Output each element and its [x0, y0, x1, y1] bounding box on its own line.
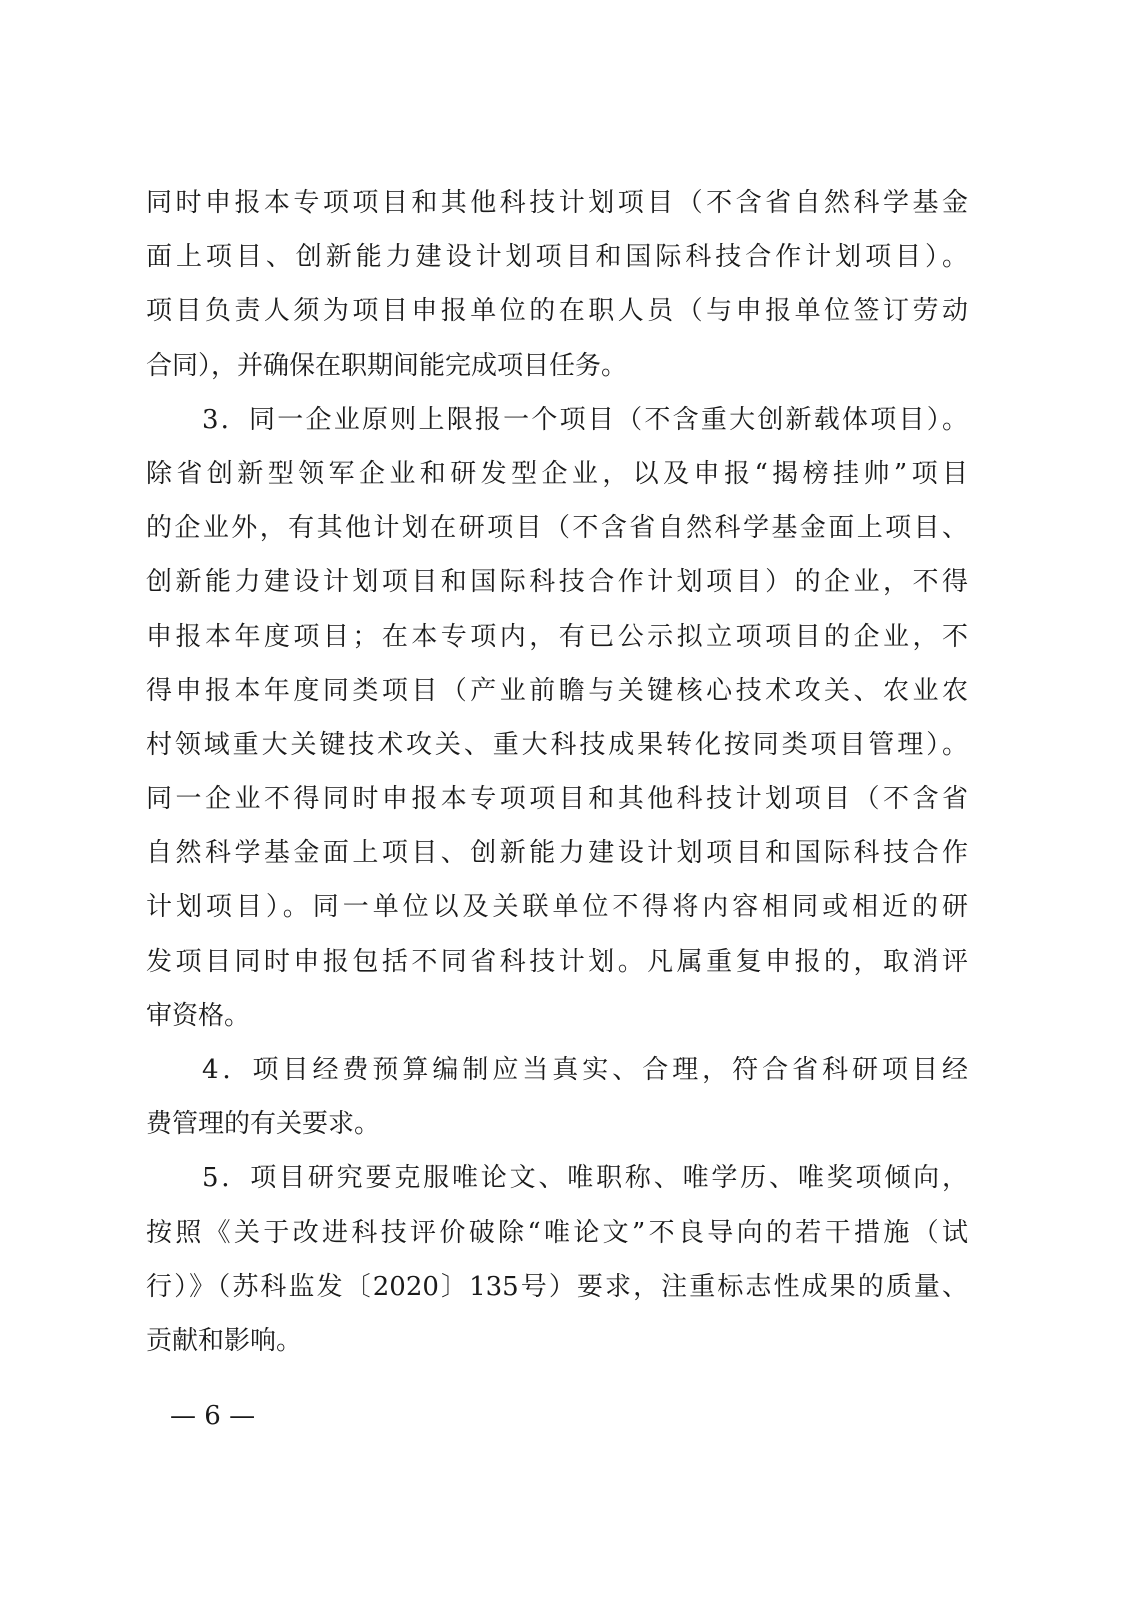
text-line: 面上项目、创新能力建设计划项目和国际科技合作计划项目）。: [146, 242, 968, 273]
text-line: 按照《关于改进科技评价破除“唯论文”不良导向的若干措施（试: [146, 1217, 968, 1248]
document-body: [146, 176, 968, 1368]
text-line: 同时申报本专项项目和其他科技计划项目（不含省自然科学基金: [146, 188, 968, 218]
text-line: 的企业外，有其他计划在研项目（不含省自然科学基金面上项目、: [146, 513, 968, 544]
text-line: 得申报本年度同类项目（产业前瞻与关键核心技术攻关、农业农: [146, 675, 968, 706]
page-number: — 6 —: [170, 1401, 256, 1431]
text-line: 自然科学基金面上项目、创新能力建设计划项目和国际科技合作: [146, 838, 968, 869]
text-line: 村领域重大关键技术攻关、重大科技成果转化按同类项目管理）。: [146, 729, 968, 760]
text-line: 申报本年度项目；在本专项内，有已公示拟立项项目的企业，不: [146, 621, 968, 652]
text-line: 4．项目经费预算编制应当真实、合理，符合省科研项目经: [202, 1055, 968, 1085]
text-line: 同一企业不得同时申报本专项项目和其他科技计划项目（不含省: [146, 784, 968, 815]
text-line: 行）》（苏科监发〔2020〕135号）要求，注重标志性成果的质量、: [146, 1271, 968, 1302]
text-line: 费管理的有关要求。: [146, 1109, 381, 1140]
text-line: 3．同一企业原则上限报一个项目（不含重大创新载体项目）。: [202, 404, 968, 435]
text-line: 除省创新型领军企业和研发型企业，以及申报“揭榜挂帅”项目: [146, 458, 968, 489]
text-line: 5．项目研究要克服唯论文、唯职称、唯学历、唯奖项倾向，: [202, 1163, 968, 1194]
text-line: 发项目同时申报包括不同省科技计划。凡属重复申报的，取消评: [146, 946, 968, 977]
text-line: 贡献和影响。: [146, 1325, 303, 1356]
text-line: 创新能力建设计划项目和国际科技合作计划项目）的企业，不得: [146, 567, 968, 598]
text-line: 计划项目）。同一单位以及关联单位不得将内容相同或相近的研: [146, 892, 968, 923]
text-line: 审资格。: [146, 1000, 251, 1031]
text-line: 合同），并确保在职期间能完成项目任务。: [146, 350, 628, 381]
text-line: 项目负责人须为项目申报单位的在职人员（与申报单位签订劳动: [146, 296, 968, 327]
